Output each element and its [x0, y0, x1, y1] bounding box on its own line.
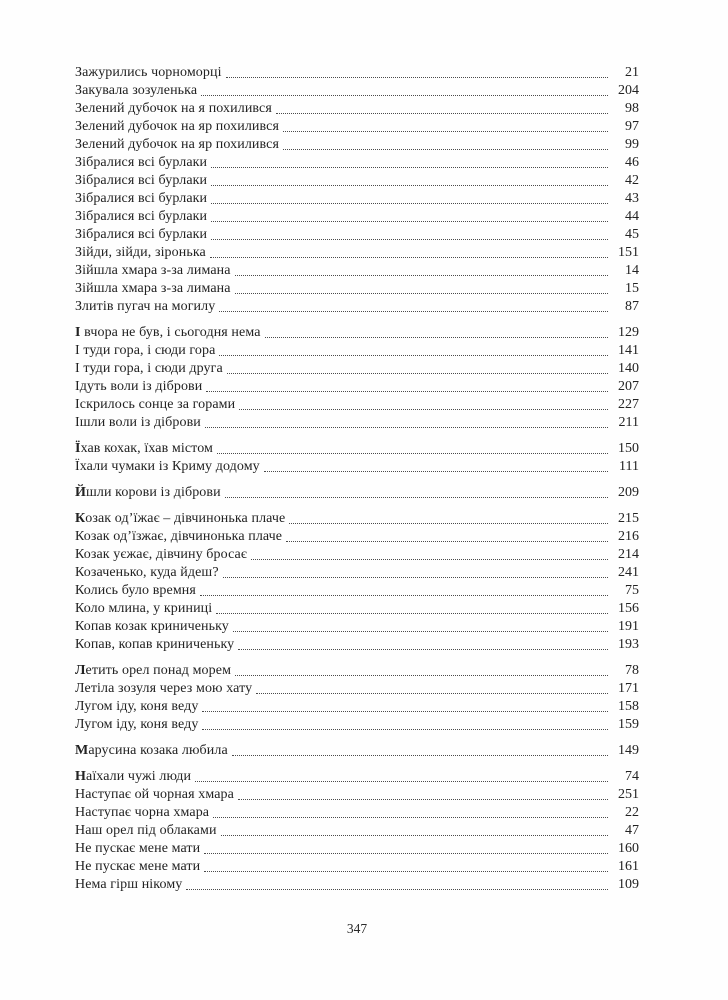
toc-entry-page: 15	[625, 281, 639, 296]
toc-entry	[75, 100, 639, 118]
toc-entry	[75, 64, 639, 82]
dot-leader	[276, 113, 608, 114]
dot-leader	[226, 77, 608, 78]
toc-entry	[75, 600, 639, 618]
dot-leader	[195, 781, 608, 782]
toc-entry	[75, 662, 639, 680]
toc-entry	[75, 564, 639, 582]
toc-entry-title: І туди гора, і сюди друга	[75, 361, 223, 376]
toc-entry-page: 14	[625, 263, 639, 278]
toc-entry-title: Злитів пугач на могилу	[75, 299, 216, 314]
toc-entry-page: 211	[618, 415, 639, 430]
toc-entry-title: Не пускає мене мати	[75, 841, 201, 856]
dot-leader	[235, 293, 608, 294]
toc-entry-title: Летить орел понад морем	[75, 663, 232, 678]
toc-entry	[75, 298, 639, 316]
toc-entry	[75, 822, 639, 840]
toc-entry	[75, 768, 639, 786]
dot-leader	[205, 427, 608, 428]
toc-entry-page: 149	[618, 743, 639, 758]
dot-leader	[221, 835, 608, 836]
toc-entry	[75, 244, 639, 262]
toc-entry	[75, 136, 639, 154]
dot-leader	[200, 595, 608, 596]
dot-leader	[211, 239, 608, 240]
toc-entry	[75, 280, 639, 298]
toc-entry-title: Зелений дубочок на яр похилився	[75, 137, 279, 152]
toc-entry	[75, 342, 639, 360]
toc-entry-page: 47	[625, 823, 639, 838]
dot-leader	[210, 257, 608, 258]
toc-entry-title: Козак од’їзжає, дівчинонька плаче	[75, 529, 283, 544]
dot-leader	[202, 729, 608, 730]
toc-entry-page: 42	[625, 173, 639, 188]
toc-entry-page: 44	[625, 209, 639, 224]
dot-leader	[232, 755, 608, 756]
dot-leader	[235, 675, 608, 676]
toc-entry	[75, 618, 639, 636]
dot-leader	[283, 131, 608, 132]
dot-leader	[217, 453, 608, 454]
toc-entry-title: Наш орел під облаками	[75, 823, 217, 838]
toc-entry	[75, 324, 639, 342]
dot-leader	[202, 711, 608, 712]
toc-entry-page: 45	[625, 227, 639, 242]
toc-entry-page: 159	[618, 717, 639, 732]
toc-entry	[75, 804, 639, 822]
toc-entry	[75, 876, 639, 894]
toc-entry-title: Колись було времня	[75, 583, 196, 598]
dot-leader	[251, 559, 608, 560]
toc-entry-page: 207	[618, 379, 639, 394]
toc-entry-page: 216	[618, 529, 639, 544]
toc-entry	[75, 742, 639, 760]
dot-leader	[235, 275, 608, 276]
toc-entry	[75, 858, 639, 876]
dot-leader	[225, 497, 608, 498]
toc-entry-title: Козаченько, куда йдеш?	[75, 565, 219, 580]
toc-entry	[75, 82, 639, 100]
toc-entry-title: Наступає чорна хмара	[75, 805, 210, 820]
dot-leader	[283, 149, 608, 150]
toc-entry	[75, 582, 639, 600]
toc-entry-title: Зійди, зійди, зіронька	[75, 245, 206, 260]
toc-entry-page: 151	[618, 245, 639, 260]
toc-entry	[75, 396, 639, 414]
toc-entry-title: Зелений дубочок на яр похилився	[75, 119, 279, 134]
toc-entry-page: 141	[618, 343, 639, 358]
dot-leader	[265, 337, 608, 338]
toc-entry-title: Козак од’їжає – дівчинонька плаче	[75, 511, 286, 526]
toc-entry-page: 21	[625, 65, 639, 80]
dot-leader	[233, 631, 608, 632]
toc-entry-title: Зібралися всі бурлаки	[75, 227, 208, 242]
toc-entry-page: 150	[618, 441, 639, 456]
dot-leader	[238, 649, 608, 650]
toc-list	[75, 64, 639, 894]
toc-entry-title: Їхав кохак, їхав містом	[75, 441, 213, 456]
toc-entry-page: 78	[625, 663, 639, 678]
toc-entry-page: 111	[619, 459, 639, 474]
toc-entry	[75, 190, 639, 208]
toc-entry-title: Зібралися всі бурлаки	[75, 155, 208, 170]
dot-leader	[264, 471, 608, 472]
toc-entry-title: Зібралися всі бурлаки	[75, 191, 208, 206]
toc-entry	[75, 458, 639, 476]
dot-leader	[211, 221, 608, 222]
toc-entry	[75, 528, 639, 546]
dot-leader	[211, 185, 608, 186]
toc-entry-title: Зажурились чорноморці	[75, 65, 222, 80]
toc-entry	[75, 414, 639, 432]
toc-entry-title: І вчора не був, і сьогодня нема	[75, 325, 261, 340]
toc-entry	[75, 786, 639, 804]
dot-leader	[239, 409, 608, 410]
toc-entry	[75, 716, 639, 734]
toc-entry-page: 43	[625, 191, 639, 206]
toc-entry-page: 140	[618, 361, 639, 376]
dot-leader	[211, 167, 608, 168]
dot-leader	[206, 391, 608, 392]
dot-leader	[186, 889, 608, 890]
dot-leader	[211, 203, 608, 204]
toc-entry-title: Лугом іду, коня веду	[75, 699, 199, 714]
toc-entry	[75, 118, 639, 136]
toc-entry-title: Зійшла хмара з-за лимана	[75, 263, 231, 278]
toc-entry-page: 156	[618, 601, 639, 616]
toc-entry	[75, 484, 639, 502]
dot-leader	[238, 799, 608, 800]
toc-entry-page: 227	[618, 397, 639, 412]
dot-leader	[216, 613, 608, 614]
toc-entry-page: 241	[618, 565, 639, 580]
dot-leader	[286, 541, 608, 542]
toc-entry-page: 158	[618, 699, 639, 714]
dot-leader	[219, 355, 608, 356]
dot-leader	[256, 693, 608, 694]
toc-entry	[75, 172, 639, 190]
dot-leader	[289, 523, 608, 524]
toc-entry-page: 191	[618, 619, 639, 634]
toc-entry-title: Наступає ой чорная хмара	[75, 787, 234, 802]
toc-entry-title: Наїхали чужі люди	[75, 769, 192, 784]
toc-entry	[75, 840, 639, 858]
toc-entry-title: Летіла зозуля через мою хату	[75, 681, 253, 696]
toc-entry-page: 99	[625, 137, 639, 152]
toc-entry-title: Ідуть воли із діброви	[75, 379, 203, 394]
toc-entry-page: 251	[618, 787, 639, 802]
toc-entry-page: 215	[618, 511, 639, 526]
toc-entry	[75, 546, 639, 564]
toc-entry-page: 171	[618, 681, 639, 696]
dot-leader	[227, 373, 608, 374]
toc-entry	[75, 698, 639, 716]
toc-entry-title: Козак уєжає, дівчину бросає	[75, 547, 247, 562]
toc-entry-title: Коло млина, у криниці	[75, 601, 213, 616]
toc-entry	[75, 440, 639, 458]
toc-entry-page: 204	[618, 83, 639, 98]
toc-entry	[75, 636, 639, 654]
toc-entry	[75, 510, 639, 528]
toc-entry-title: Іскрилось сонце за горами	[75, 397, 236, 412]
page-number: 347	[346, 921, 368, 936]
toc-entry-title: Зійшла хмара з-за лимана	[75, 281, 231, 296]
toc-entry-title: Зелений дубочок на я похилився	[75, 101, 272, 116]
toc-entry	[75, 226, 639, 244]
toc-entry-title: Ішли воли із діброви	[75, 415, 201, 430]
toc-entry	[75, 208, 639, 226]
dot-leader	[204, 853, 608, 854]
toc-entry-title: І туди гора, і сюди гора	[75, 343, 216, 358]
toc-entry-title: Лугом іду, коня веду	[75, 717, 199, 732]
toc-entry	[75, 360, 639, 378]
toc-entry-page: 109	[618, 877, 639, 892]
toc-entry	[75, 680, 639, 698]
dot-leader	[204, 871, 608, 872]
toc-entry	[75, 378, 639, 396]
toc-entry-title: Їхали чумаки із Криму додому	[75, 459, 260, 474]
toc-entry-title: Зібралися всі бурлаки	[75, 209, 208, 224]
toc-entry-page: 160	[618, 841, 639, 856]
toc-entry-page: 46	[625, 155, 639, 170]
toc-entry-page: 75	[625, 583, 639, 598]
toc-entry-page: 97	[625, 119, 639, 134]
toc-entry-page: 214	[618, 547, 639, 562]
toc-entry-page: 22	[625, 805, 639, 820]
toc-entry-page: 209	[618, 485, 639, 500]
toc-entry-title: Не пускає мене мати	[75, 859, 201, 874]
toc-entry	[75, 262, 639, 280]
toc-entry-page: 98	[625, 101, 639, 116]
toc-entry-page: 193	[618, 637, 639, 652]
dot-leader	[219, 311, 608, 312]
toc-entry-page: 74	[625, 769, 639, 784]
toc-entry-title: Йшли корови із діброви	[75, 485, 221, 500]
toc-entry-title: Копав козак криниченьку	[75, 619, 229, 634]
toc-entry-page: 129	[618, 325, 639, 340]
toc-entry-title: Марусина козака любила	[75, 743, 228, 758]
toc-entry-title: Копав, копав криниченьку	[75, 637, 235, 652]
toc-entry-page: 161	[618, 859, 639, 874]
toc-entry-title: Закувала зозуленька	[75, 83, 198, 98]
toc-entry-title: Нема гірш нікому	[75, 877, 183, 892]
dot-leader	[213, 817, 608, 818]
toc-entry-title: Зібралися всі бурлаки	[75, 173, 208, 188]
toc-entry	[75, 154, 639, 172]
dot-leader	[201, 95, 608, 96]
toc-entry-page: 87	[625, 299, 639, 314]
dot-leader	[223, 577, 608, 578]
